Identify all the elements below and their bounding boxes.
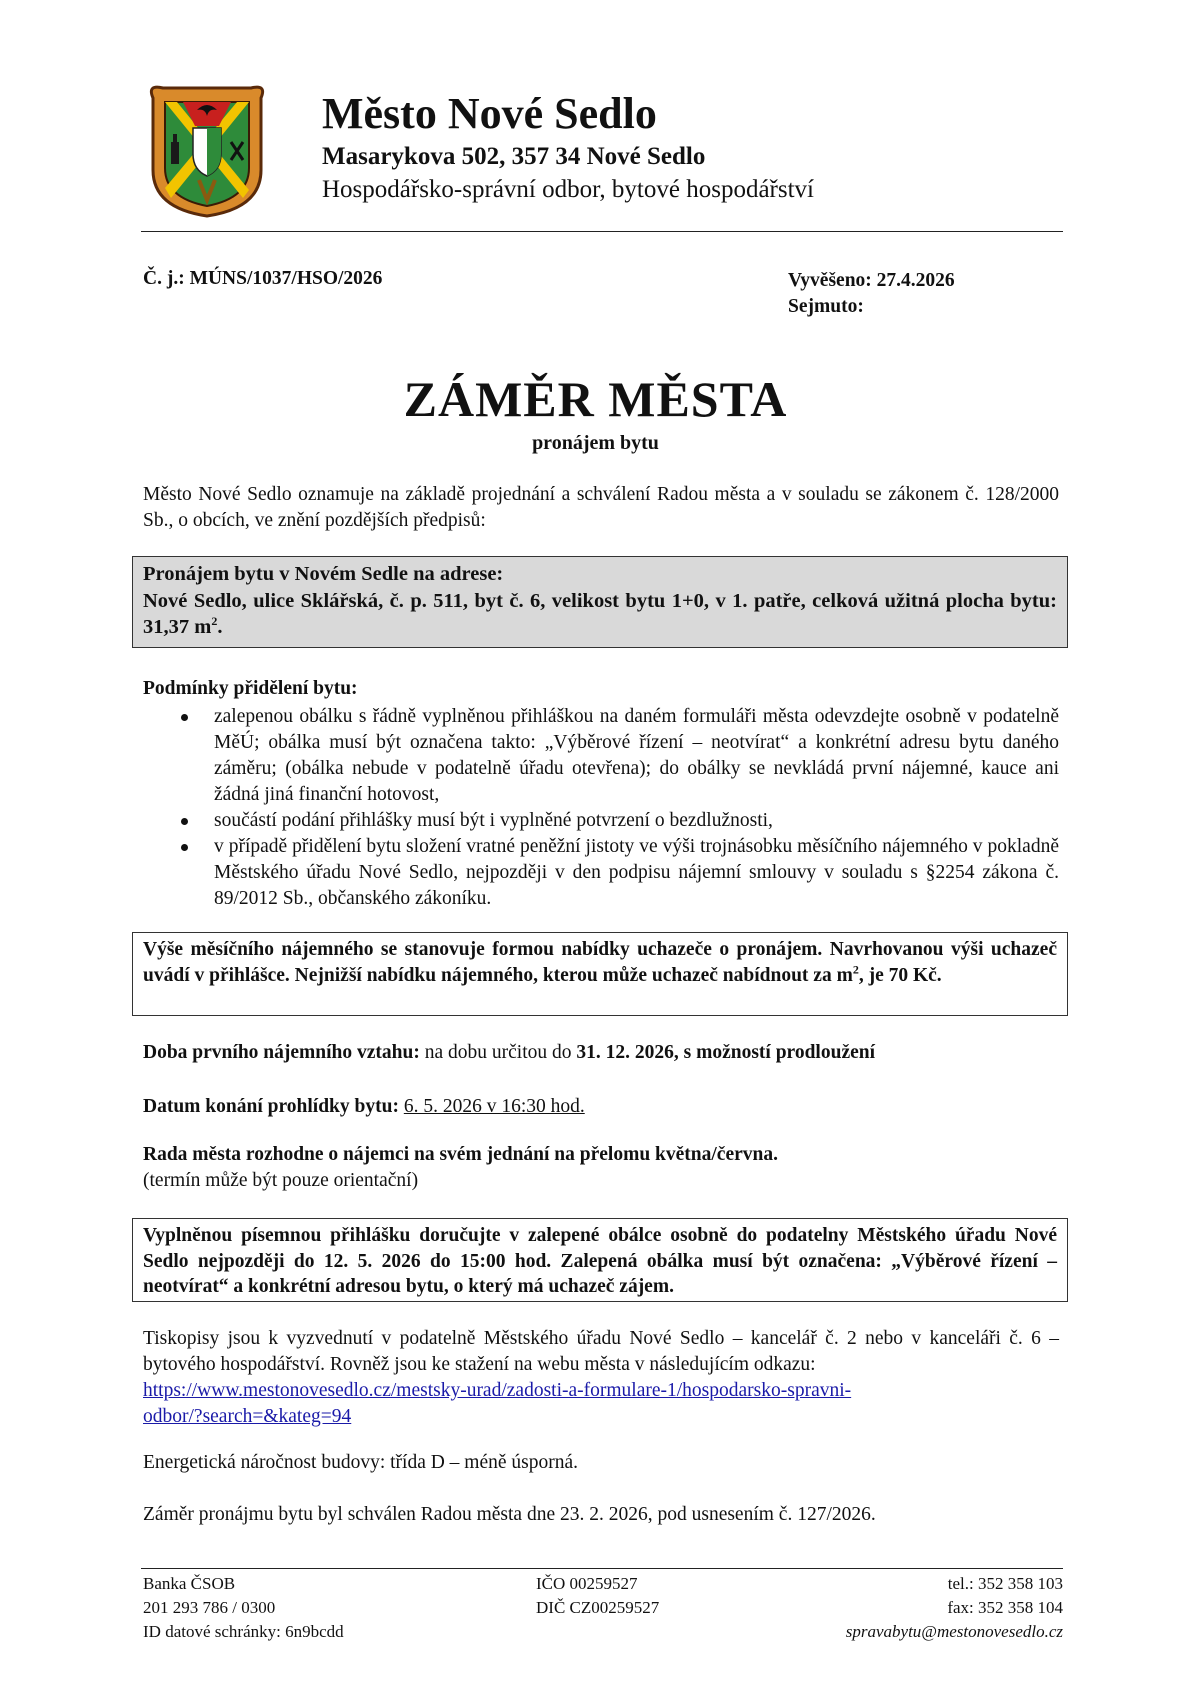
databox-id: ID datové schránky: 6n9bcdd [143, 1622, 344, 1641]
footer-contact [846, 1572, 1063, 1644]
property-box-details: Nové Sedlo, ulice Sklářská, č. p. 511, byt č. 6, velikost bytu 1+0, v 1. patře, celková užitná plocha bytu: 31,37 $m^2$. [143, 589, 1057, 638]
conditions-title: Podmínky přidělení bytu: [143, 678, 358, 699]
document-subheading: pronájem bytu [532, 432, 659, 454]
council-note: (termín může být pouze orientační) [143, 1170, 419, 1191]
dic-number: DIČ CZ00259527 [536, 1598, 660, 1617]
phone-number: tel.: 352 358 103 [947, 1574, 1063, 1593]
list-item: součástí podání přihlášky musí být i vyplněné potvrzení o bezdlužnosti, [181, 808, 1059, 834]
intro-paragraph: Město Nové Sedlo oznamuje na základě projednání a schválení Radou města a v souladu se zákonem č. 128/2000 Sb., o obcích, ve znění pozdějších předpisů: [143, 484, 1059, 531]
email-address[interactable]: spravabytu@mestonovesedlo.cz [845, 1622, 1063, 1641]
bullet-icon [181, 844, 188, 851]
city-address: Masarykova 502, 357 34 Nové Sedlo [322, 143, 706, 170]
list-item: zalepenou obálku s řádně vyplněnou přihláškou na daném formuláři města odevzdejte osobně v podatelně MěÚ; obálka musí být označena takto: „Výběrové řízení – neotvírat“ a konkrétní adresu bytu daného záměru; (obálka nebude v podatelně úřadu otevřena); do obálky se nevkládá první nájemné, kauce ani žádná jiná finanční hotovost, [181, 704, 1059, 808]
rent-box: Výše měsíčního nájemného se stanovuje formou nabídky uchazeče o pronájem. Navrhovanou výši uchazeč uvádí v přihlášce. Nejnižší nabídku nájemného, kterou může uchazeč nabídnout za $m^2$, je 70 Kč. [132, 932, 1068, 1016]
bullet-icon [181, 714, 188, 721]
document-heading: ZÁMĚR MĚSTA [403, 371, 788, 427]
footer-divider [141, 1568, 1063, 1569]
ico-number: IČO 00259527 [536, 1574, 638, 1593]
approval-note: Záměr pronájmu bytu byl schválen Radou města dne 23. 2. 2026, pod usnesením č. 127/2026. [143, 1504, 876, 1525]
list-item: v případě přidělení bytu složení vratné peněžní jistoty ve výši trojnásobku měsíčního nájemného v pokladně Městského úřadu Nové Sedlo, nejpozději v den podpisu nájemní smlouvy v souladu s §2254 zákona č. 89/2012 Sb., občanského zákoníku. [181, 834, 1059, 912]
lease-duration: Doba prvního nájemního vztahu: na dobu určitou do 31. 12. 2026, s možností prodloužení [143, 1042, 876, 1063]
coat-of-arms-icon [143, 80, 271, 220]
posting-dates [788, 268, 955, 320]
bullet-icon [181, 818, 188, 825]
property-box-title: Pronájem bytu v Novém Sedle na adrese: [143, 563, 504, 585]
reference-number: Č. j.: MÚNS/1037/HSO/2026 [143, 268, 383, 289]
footer-ids [536, 1572, 659, 1620]
removed-date: Sejmuto: [788, 296, 864, 317]
submission-box: Vyplněnou písemnou přihlášku doručujte v zalepené obálce osobně do podatelny Městského úřadu Nové Sedlo nejpozději do 12. 5. 2026 do 15:00 hod. Zalepená obálka musí být označena: „Výběrové řízení – neotvírat“ a konkrétní adresou bytu, o který má uchazeč zájem. [132, 1218, 1068, 1302]
footer-bank [143, 1572, 344, 1644]
property-box [132, 556, 1068, 648]
department-name: Hospodářsko-správní odbor, bytové hospodářství [322, 176, 814, 203]
city-name: Město Nové Sedlo [322, 89, 657, 138]
energy-rating: Energetická náročnost budovy: třída D – méně úsporná. [143, 1452, 579, 1473]
forms-paragraph: Tiskopisy jsou k vyzvednutí v podatelně Městského úřadu Nové Sedlo – kancelář č. 2 nebo v kanceláři č. 6 – bytového hospodářství. Rovněž jsou ke stažení na webu města v následujícím odkazu: https://www.mestonovesedlo.cz/mestsky-urad/zadosti-a-formulare-1/hospodarsko-spravni- odbor/?search=&kateg=94 [143, 1328, 1059, 1427]
viewing-date: Datum konání prohlídky bytu: 6. 5. 2026 v 16:30 hod. [143, 1096, 585, 1117]
forms-link[interactable]: https://www.mestonovesedlo.cz/mestsky-urad/zadosti-a-formulare-1/hospodarsko-spravni- odbor/?search=&kateg=94 [143, 1380, 852, 1427]
council-decision: Rada města rozhodne o nájemci na svém jednání na přelomu května/června. [143, 1144, 778, 1165]
conditions-list [181, 704, 1059, 912]
header-divider [141, 231, 1063, 232]
fax-number: fax: 352 358 104 [947, 1598, 1063, 1617]
bank-name: Banka ČSOB [143, 1574, 236, 1593]
bank-account: 201 293 786 / 0300 [143, 1598, 276, 1617]
posted-date: Vyvěšeno: 27.4.2026 [788, 270, 955, 291]
